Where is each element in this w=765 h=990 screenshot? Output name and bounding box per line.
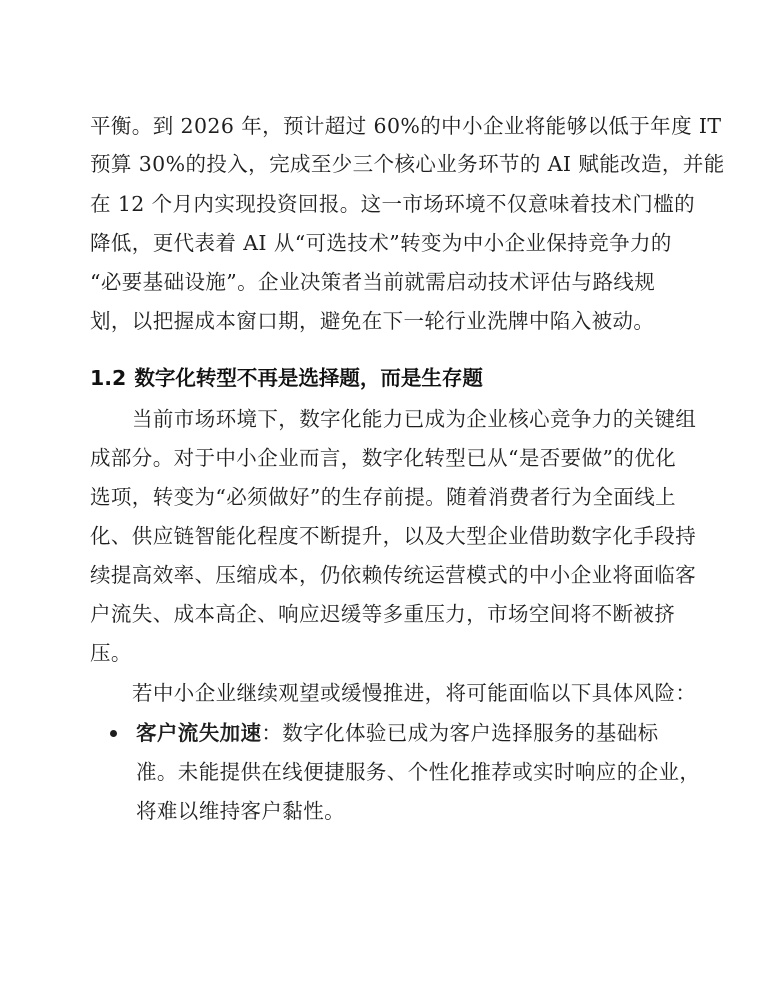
text-line: 户流失、成本高企、响应迟缓等多重压力，市场空间将不断被挤	[90, 602, 676, 626]
text-line: 降低，更代表着 AI 从“可选技术”转变为中小企业保持竞争力的	[90, 231, 672, 255]
bullet-item-line: 将难以维持客户黏性。	[136, 799, 345, 823]
text-line: 选项，转变为“必须做好”的生存前提。随着消费者行为全面线上	[90, 485, 677, 509]
bullet-term: 客户流失加速	[136, 721, 262, 745]
bullet-item-line	[136, 719, 659, 747]
text-line: 平衡。到 2026 年，预计超过 60%的中小企业将能够以低于年度 IT	[90, 114, 722, 138]
section-number: 1.2	[90, 366, 127, 390]
text-line: 划，以把握成本窗口期，避免在下一轮行业洗牌中陷入被动。	[90, 309, 655, 333]
paragraph-risk-intro: 若中小企业继续观望或缓慢推进，将可能面临以下具体风险：	[132, 681, 697, 705]
text-line: 预算 30%的投入，完成至少三个核心业务环节的 AI 赋能改造，并能	[90, 152, 725, 176]
text-line: 压。	[90, 641, 132, 665]
text-line: “必要基础设施”。企业决策者当前就需启动技术评估与路线规	[90, 270, 656, 294]
text-line: 成部分。对于中小企业而言，数字化转型已从“是否要做”的优化	[90, 446, 677, 470]
text-line: 在 12 个月内实现投资回报。这一市场环境不仅意味着技术门槛的	[90, 192, 696, 216]
text-line: 当前市场环境下，数字化能力已成为企业核心竞争力的关键组	[132, 407, 697, 431]
text-line: 化、供应链智能化程度不断提升，以及大型企业借助数字化手段持	[90, 524, 697, 548]
section-heading	[90, 364, 483, 392]
bullet-description: ：数字化体验已成为客户选择服务的基础标	[261, 721, 659, 745]
text-line: 续提高效率、压缩成本，仍依赖传统运营模式的中小企业将面临客	[90, 563, 697, 587]
bullet-dot-icon	[110, 730, 117, 737]
bullet-item-line: 准。未能提供在线便捷服务、个性化推荐或实时响应的企业，	[136, 760, 701, 784]
section-title: 数字化转型不再是选择题，而是生存题	[134, 366, 483, 390]
